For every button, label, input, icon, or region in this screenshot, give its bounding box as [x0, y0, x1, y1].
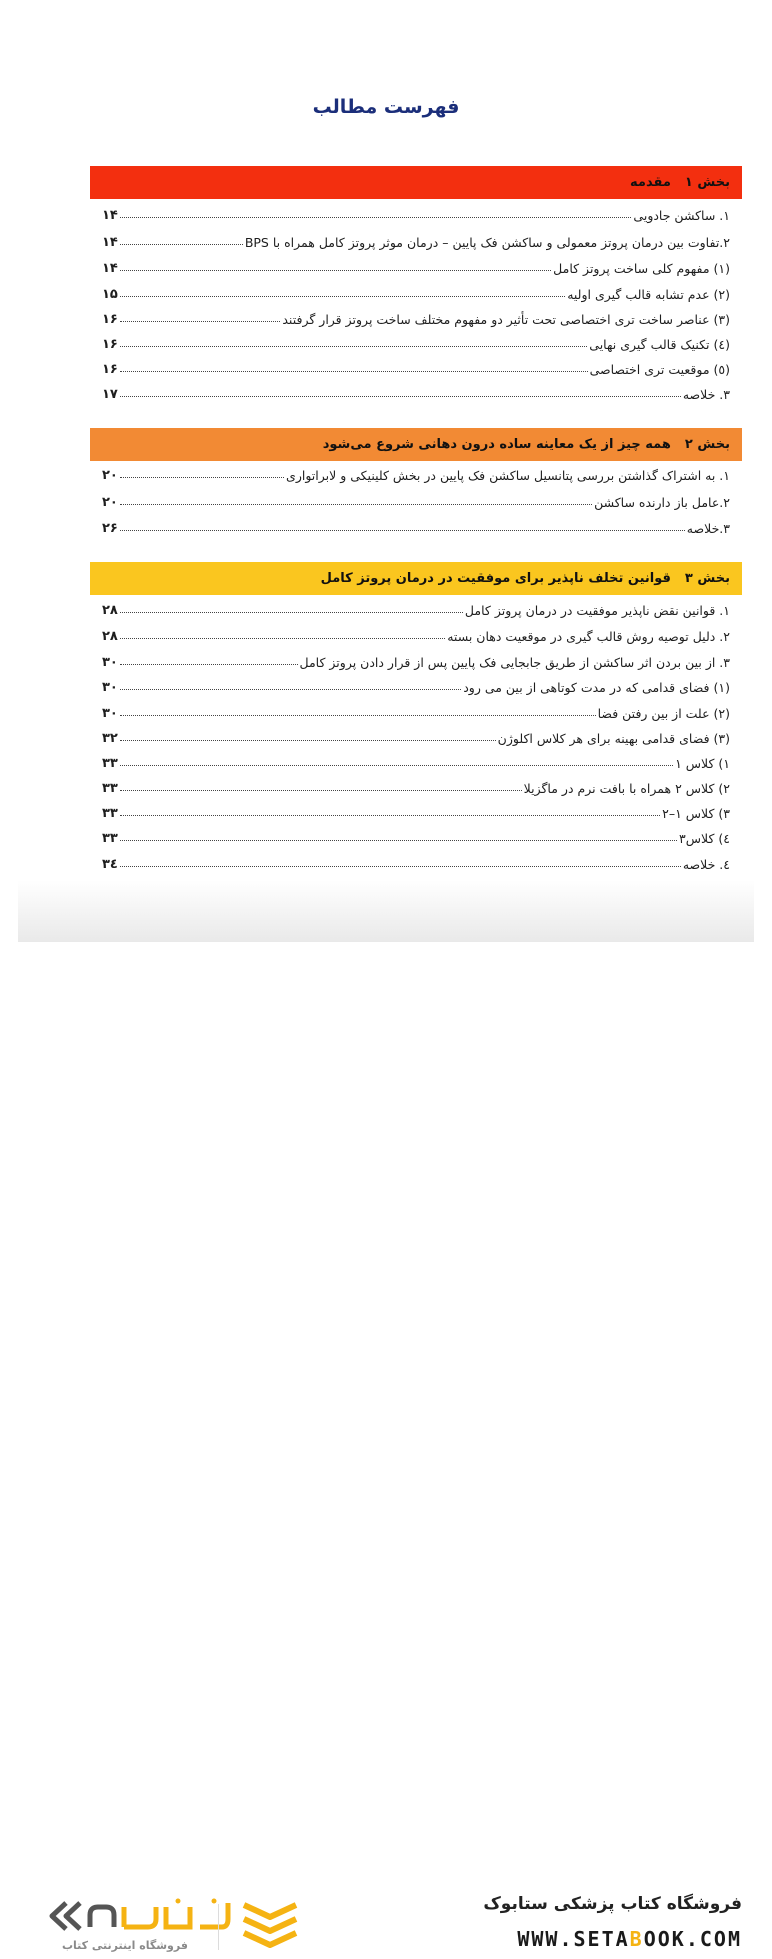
toc-entry[interactable] — [102, 382, 730, 402]
toc-page-number: ۳۳ — [102, 756, 118, 771]
toc-entry[interactable] — [102, 490, 730, 510]
dot-leader — [120, 789, 522, 791]
section-title: مقدمه — [630, 175, 671, 190]
logo-tagline: فروشگاه اینترنتی کتاب — [62, 1939, 188, 1952]
book-stack-icon — [238, 1895, 302, 1959]
toc-entry-title: (۱) فضای قدامی که در مدت کوتاهی از بین می رود — [463, 680, 730, 695]
dot-leader — [120, 714, 596, 716]
section-header — [90, 428, 742, 461]
toc-page-number: ۱۷ — [102, 387, 118, 402]
dot-leader — [120, 395, 681, 397]
dot-leader — [120, 295, 565, 297]
toc-entry[interactable] — [102, 256, 730, 276]
dot-leader — [120, 216, 632, 218]
logo-divider — [218, 1904, 219, 1950]
toc-entry-title: (۳) فضای قدامی بهینه برای هر کلاس اکلوژن — [497, 731, 730, 746]
toc-page-number: ۳۳ — [102, 831, 118, 846]
section-header — [90, 562, 742, 595]
dot-leader — [120, 345, 587, 347]
section-title: همه چیز از یک معاینه ساده درون دهانی شروع می‌شود — [322, 437, 671, 452]
dot-leader — [120, 243, 243, 245]
dot-leader — [120, 865, 681, 867]
toc-entry[interactable] — [102, 463, 730, 483]
toc-entry-title: ۲. دلیل توصیه روش قالب گیری در موقعیت دهان بسته — [447, 629, 730, 644]
toc-page-number: ۱۶ — [102, 337, 118, 352]
toc-entry[interactable] — [102, 282, 730, 302]
toc-entry-title: (۲) عدم تشابه قالب گیری اولیه — [567, 287, 730, 302]
toc-entry-title: ۱. ساکشن جادویی — [633, 208, 730, 223]
toc-entry-title: ۲.عامل باز دارنده ساکشن — [594, 495, 730, 510]
toc-page-number: ۱۴ — [102, 235, 118, 250]
toc-entry-title: ۳. خلاصه — [682, 387, 730, 402]
section-header — [90, 166, 742, 199]
toc-entry-title: ٤. خلاصه — [682, 857, 730, 872]
toc-page-number: ۱۵ — [102, 287, 118, 302]
toc-entry[interactable] — [102, 826, 730, 846]
dot-leader — [120, 839, 677, 841]
footer-banner — [0, 942, 772, 1952]
toc-entry-title: ۱) کلاس ۱ — [675, 756, 730, 771]
toc-page-number: ۳۰ — [102, 706, 118, 721]
toc-page-number: ۲۰ — [102, 468, 118, 483]
toc-entry[interactable] — [102, 332, 730, 352]
toc-entry[interactable] — [102, 675, 730, 695]
toc-entry-title: ٤) کلاس۳ — [679, 831, 730, 846]
toc-entry[interactable] — [102, 598, 730, 618]
toc-entry-title: ۱. قوانین نقض ناپذیر موفقیت در درمان پروتز کامل — [464, 603, 730, 618]
toc-entry[interactable] — [102, 801, 730, 821]
toc-entry[interactable] — [102, 307, 730, 327]
toc-entry-title: (۳) عناصر ساخت تری اختصاصی تحت تأثیر دو مفهوم مختلف ساخت پروتز قرار گرفتند — [282, 312, 730, 327]
toc-entry-title: (٥) موقعیت تری اختصاصی — [589, 362, 730, 377]
toc-entry[interactable] — [102, 751, 730, 771]
dot-leader — [120, 637, 445, 639]
dot-leader — [120, 503, 592, 505]
dot-leader — [120, 663, 298, 665]
toc-entry[interactable] — [102, 726, 730, 746]
dot-leader — [120, 739, 496, 741]
toc-page-number: ۲۸ — [102, 629, 118, 644]
toc-entry[interactable] — [102, 650, 730, 670]
dot-leader — [120, 814, 660, 816]
page-shadow — [18, 880, 754, 942]
dot-leader — [120, 320, 281, 322]
toc-page-number: ۱۴ — [102, 261, 118, 276]
toc-entry-title: (۲) علت از بین رفتن فضا — [597, 706, 730, 721]
toc-entry-title: (۱) مفهوم کلی ساخت پروتز کامل — [553, 261, 730, 276]
toc-entry-title: ۲) کلاس ۲ همراه با بافت نرم در ماگزیلا — [523, 781, 730, 796]
toc-entry[interactable] — [102, 701, 730, 721]
toc-page-number: ۱۶ — [102, 312, 118, 327]
toc-entry[interactable] — [102, 203, 730, 223]
toc-entry-title: ۲.تفاوت بین درمان پروتز معمولی و ساکشن فک پایین – درمان موثر پروتز کامل همراه با BPS — [244, 235, 730, 250]
toc-entry-title: ۳.خلاصه — [686, 521, 730, 536]
shop-name: فروشگاه کتاب پزشکی ستابوک — [483, 1894, 742, 1914]
toc-entry-title: ۱. به اشتراک گذاشتن بررسی پتانسیل ساکشن فک پایین در بخش کلینیکی و لابراتواری — [286, 468, 730, 483]
toc-page-number: ۱۶ — [102, 362, 118, 377]
toc-page-number: ۱۴ — [102, 208, 118, 223]
section-number: بخش ۲ — [684, 437, 730, 452]
toc-entry-title: (٤) تکنیک قالب گیری نهایی — [589, 337, 730, 352]
dot-leader — [120, 370, 588, 372]
toc-page-number: ۲۸ — [102, 603, 118, 618]
toc-page-number: ۲۶ — [102, 521, 118, 536]
toc-entry[interactable] — [102, 357, 730, 377]
toc-page-number: ۳۲ — [102, 731, 118, 746]
toc-entry[interactable] — [102, 230, 730, 250]
dot-leader — [120, 764, 673, 766]
dot-leader — [120, 476, 284, 478]
toc-entry[interactable] — [102, 516, 730, 536]
setabook-logo-icon — [44, 1897, 234, 1935]
toc-entry[interactable] — [102, 776, 730, 796]
dot-leader — [120, 529, 685, 531]
toc-entry-title: ۳. از بین بردن اثر ساکشن از طریق جابجایی فک پایین پس از قرار دادن پروتز کامل — [299, 655, 730, 670]
section-title: قوانین تخلف ناپذیر برای موفقیت در درمان پروتز کامل — [320, 571, 671, 586]
shop-url[interactable]: WWW.SETABOOK.COM — [517, 1927, 742, 1951]
toc-page-number: ۳۳ — [102, 806, 118, 821]
toc-entry[interactable] — [102, 624, 730, 644]
dot-leader — [120, 269, 551, 271]
toc-entry-title: ۳) کلاس ۱–۲ — [662, 806, 730, 821]
page-title: فهرست مطالب — [312, 96, 460, 118]
toc-page-number: ۳٤ — [102, 857, 118, 872]
section-number: بخش ۱ — [684, 175, 730, 190]
toc-entry[interactable] — [102, 852, 730, 872]
toc-page-number: ۳۰ — [102, 655, 118, 670]
toc-page-number: ۲۰ — [102, 495, 118, 510]
dot-leader — [120, 611, 463, 613]
toc-page-number: ۳۰ — [102, 680, 118, 695]
toc-page-number: ۳۳ — [102, 781, 118, 796]
section-number: بخش ۳ — [684, 571, 730, 586]
dot-leader — [120, 688, 461, 690]
